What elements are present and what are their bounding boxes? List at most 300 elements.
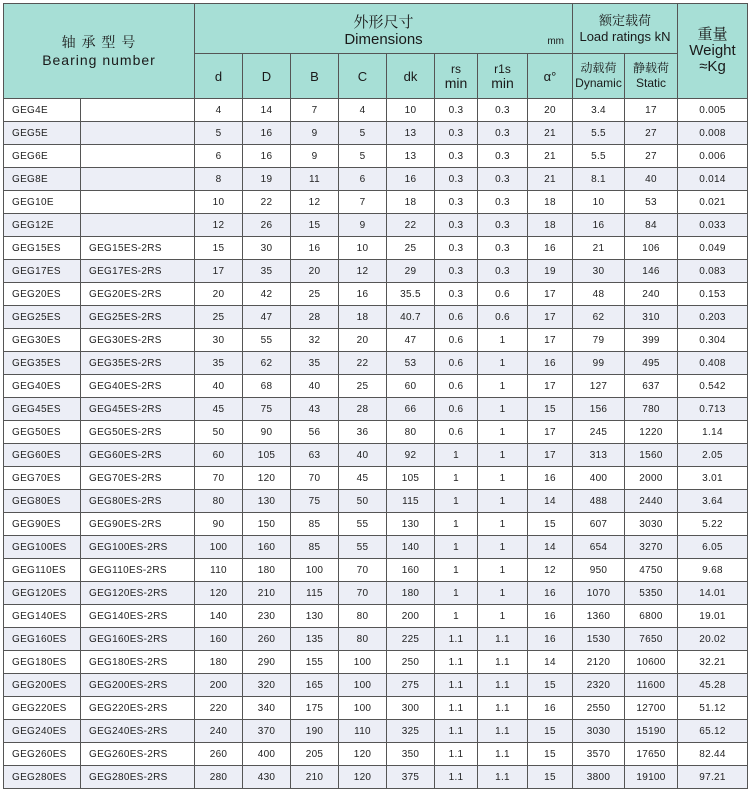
r1s-cell: 0.6	[478, 283, 528, 306]
d-cell: 160	[195, 628, 243, 651]
dk-cell: 35.5	[387, 283, 435, 306]
d-cell: 200	[195, 674, 243, 697]
code-2rs-cell: GEG30ES-2RS	[81, 329, 195, 352]
B-cell: 12	[291, 191, 339, 214]
static-cell: 240	[625, 283, 678, 306]
dk-cell: 13	[387, 145, 435, 168]
col-D-header: D	[243, 54, 291, 99]
dynamic-en: Dynamic	[575, 76, 622, 90]
code-2rs-cell: GEG90ES-2RS	[81, 513, 195, 536]
C-cell: 120	[339, 766, 387, 789]
dk-cell: 40.7	[387, 306, 435, 329]
static-cn: 静载荷	[632, 61, 669, 75]
code-2rs-cell: GEG100ES-2RS	[81, 536, 195, 559]
table-row	[4, 674, 748, 697]
dynamic-cell: 1530	[573, 628, 625, 651]
r1s-cell: 1.1	[478, 766, 528, 789]
rs-cell: 1.1	[435, 651, 478, 674]
r1s-cell: 0.3	[478, 214, 528, 237]
code-2rs-cell: GEG20ES-2RS	[81, 283, 195, 306]
D-cell: 105	[243, 444, 291, 467]
d-cell: 180	[195, 651, 243, 674]
static-en: Static	[635, 76, 666, 90]
rs-cell: 1	[435, 513, 478, 536]
spec-table-body	[4, 99, 748, 789]
B-cell: 100	[291, 559, 339, 582]
D-cell: 14	[243, 99, 291, 122]
dk-cell: 47	[387, 329, 435, 352]
r1s-cell: 1.1	[478, 743, 528, 766]
C-cell: 100	[339, 651, 387, 674]
d-cell: 70	[195, 467, 243, 490]
rs-cell: 0.3	[435, 237, 478, 260]
r1s-cell: 0.3	[478, 260, 528, 283]
alpha-cell: 15	[528, 513, 573, 536]
weight-cell: 6.05	[678, 536, 748, 559]
D-cell: 370	[243, 720, 291, 743]
static-cell: 15190	[625, 720, 678, 743]
d-cell: 20	[195, 283, 243, 306]
col-d-header: d	[195, 54, 243, 99]
D-cell: 75	[243, 398, 291, 421]
weight-cn: 重量	[697, 26, 728, 43]
alpha-cell: 16	[528, 352, 573, 375]
dk-cell: 60	[387, 375, 435, 398]
B-cell: 85	[291, 513, 339, 536]
B-cell: 190	[291, 720, 339, 743]
static-cell: 6800	[625, 605, 678, 628]
code-2rs-cell	[81, 99, 195, 122]
dk-cell: 300	[387, 697, 435, 720]
code-2rs-cell	[81, 214, 195, 237]
r1s-cell: 1	[478, 467, 528, 490]
alpha-cell: 17	[528, 444, 573, 467]
weight-cell: 51.12	[678, 697, 748, 720]
B-cell: 63	[291, 444, 339, 467]
B-cell: 70	[291, 467, 339, 490]
dynamic-cell: 245	[573, 421, 625, 444]
col-rs-symbol: rs	[451, 61, 461, 76]
r1s-cell: 1	[478, 513, 528, 536]
r1s-cell: 0.3	[478, 122, 528, 145]
static-cell: 5350	[625, 582, 678, 605]
C-cell: 7	[339, 191, 387, 214]
C-cell: 70	[339, 559, 387, 582]
d-cell: 25	[195, 306, 243, 329]
dk-cell: 225	[387, 628, 435, 651]
dk-cell: 140	[387, 536, 435, 559]
spec-table-wrapper	[3, 3, 747, 789]
rs-cell: 0.3	[435, 214, 478, 237]
r1s-cell: 1.1	[478, 674, 528, 697]
col-static-header	[625, 54, 678, 99]
d-cell: 35	[195, 352, 243, 375]
static-cell: 19100	[625, 766, 678, 789]
alpha-cell: 15	[528, 674, 573, 697]
D-cell: 230	[243, 605, 291, 628]
weight-cell: 0.008	[678, 122, 748, 145]
table-row	[4, 490, 748, 513]
D-cell: 290	[243, 651, 291, 674]
weight-cell: 65.12	[678, 720, 748, 743]
D-cell: 35	[243, 260, 291, 283]
static-cell: 3030	[625, 513, 678, 536]
static-cell: 495	[625, 352, 678, 375]
B-cell: 7	[291, 99, 339, 122]
code-cell: GEG50ES	[4, 421, 81, 444]
C-cell: 20	[339, 329, 387, 352]
alpha-cell: 14	[528, 490, 573, 513]
alpha-cell: 18	[528, 214, 573, 237]
rs-cell: 1	[435, 605, 478, 628]
r1s-cell: 0.6	[478, 306, 528, 329]
C-cell: 9	[339, 214, 387, 237]
C-cell: 40	[339, 444, 387, 467]
table-row	[4, 628, 748, 651]
code-2rs-cell	[81, 191, 195, 214]
code-cell: GEG80ES	[4, 490, 81, 513]
code-cell: GEG260ES	[4, 743, 81, 766]
table-row	[4, 559, 748, 582]
code-cell: GEG30ES	[4, 329, 81, 352]
C-cell: 25	[339, 375, 387, 398]
alpha-cell: 20	[528, 99, 573, 122]
C-cell: 50	[339, 490, 387, 513]
r1s-cell: 1.1	[478, 628, 528, 651]
rs-cell: 1.1	[435, 743, 478, 766]
d-cell: 90	[195, 513, 243, 536]
weight-cell: 0.021	[678, 191, 748, 214]
rs-cell: 0.6	[435, 352, 478, 375]
rs-cell: 1.1	[435, 766, 478, 789]
weight-cell: 0.083	[678, 260, 748, 283]
code-cell: GEG12E	[4, 214, 81, 237]
static-cell: 12700	[625, 697, 678, 720]
load-ratings-cn: 额定载荷	[598, 12, 651, 28]
table-row	[4, 421, 748, 444]
code-cell: GEG17ES	[4, 260, 81, 283]
r1s-cell: 1	[478, 536, 528, 559]
alpha-cell: 21	[528, 145, 573, 168]
d-cell: 80	[195, 490, 243, 513]
d-cell: 280	[195, 766, 243, 789]
table-row	[4, 168, 748, 191]
static-cell: 146	[625, 260, 678, 283]
dimensions-unit: mm	[547, 36, 564, 47]
B-cell: 32	[291, 329, 339, 352]
alpha-cell: 16	[528, 605, 573, 628]
B-cell: 11	[291, 168, 339, 191]
D-cell: 62	[243, 352, 291, 375]
B-cell: 135	[291, 628, 339, 651]
D-cell: 210	[243, 582, 291, 605]
dynamic-cell: 488	[573, 490, 625, 513]
dk-cell: 115	[387, 490, 435, 513]
rs-cell: 0.6	[435, 398, 478, 421]
D-cell: 16	[243, 122, 291, 145]
D-cell: 42	[243, 283, 291, 306]
code-cell: GEG110ES	[4, 559, 81, 582]
weight-cell: 45.28	[678, 674, 748, 697]
d-cell: 10	[195, 191, 243, 214]
code-2rs-cell: GEG40ES-2RS	[81, 375, 195, 398]
code-2rs-cell: GEG110ES-2RS	[81, 559, 195, 582]
rs-cell: 0.3	[435, 99, 478, 122]
static-cell: 399	[625, 329, 678, 352]
weight-cell: 0.153	[678, 283, 748, 306]
weight-cell: 0.713	[678, 398, 748, 421]
alpha-cell: 16	[528, 467, 573, 490]
dynamic-cell: 313	[573, 444, 625, 467]
alpha-cell: 15	[528, 766, 573, 789]
weight-cell: 20.02	[678, 628, 748, 651]
rs-cell: 0.3	[435, 122, 478, 145]
r1s-cell: 1	[478, 398, 528, 421]
C-cell: 22	[339, 352, 387, 375]
dynamic-cell: 2550	[573, 697, 625, 720]
alpha-cell: 17	[528, 283, 573, 306]
table-row	[4, 398, 748, 421]
r1s-cell: 1	[478, 329, 528, 352]
d-cell: 6	[195, 145, 243, 168]
code-2rs-cell: GEG70ES-2RS	[81, 467, 195, 490]
table-row	[4, 513, 748, 536]
weight-cell: 0.049	[678, 237, 748, 260]
C-cell: 55	[339, 513, 387, 536]
r1s-cell: 1	[478, 490, 528, 513]
r1s-cell: 1.1	[478, 720, 528, 743]
D-cell: 400	[243, 743, 291, 766]
static-cell: 2440	[625, 490, 678, 513]
weight-cell: 19.01	[678, 605, 748, 628]
static-cell: 27	[625, 122, 678, 145]
dk-cell: 105	[387, 467, 435, 490]
d-cell: 240	[195, 720, 243, 743]
weight-cell: 3.01	[678, 467, 748, 490]
dynamic-cell: 5.5	[573, 122, 625, 145]
weight-unit: ≈Kg	[699, 58, 726, 75]
alpha-cell: 19	[528, 260, 573, 283]
dynamic-cell: 1070	[573, 582, 625, 605]
col-r1s-symbol: r1s	[494, 61, 511, 76]
dk-cell: 53	[387, 352, 435, 375]
C-cell: 4	[339, 99, 387, 122]
bearing-number-cn: 轴 承 型 号	[61, 34, 137, 50]
d-cell: 40	[195, 375, 243, 398]
rs-cell: 1.1	[435, 628, 478, 651]
r1s-cell: 1	[478, 559, 528, 582]
col-rs-min: min	[444, 74, 468, 91]
alpha-cell: 21	[528, 168, 573, 191]
C-cell: 16	[339, 283, 387, 306]
weight-cell: 0.542	[678, 375, 748, 398]
dynamic-cell: 2120	[573, 651, 625, 674]
bearing-number-header	[4, 4, 195, 99]
C-cell: 36	[339, 421, 387, 444]
bearing-number-en: Bearing number	[42, 52, 156, 68]
d-cell: 220	[195, 697, 243, 720]
dk-cell: 13	[387, 122, 435, 145]
weight-en: Weight	[689, 42, 736, 59]
rs-cell: 0.6	[435, 421, 478, 444]
D-cell: 120	[243, 467, 291, 490]
d-cell: 50	[195, 421, 243, 444]
weight-cell: 0.005	[678, 99, 748, 122]
static-cell: 3270	[625, 536, 678, 559]
table-row	[4, 237, 748, 260]
code-cell: GEG70ES	[4, 467, 81, 490]
r1s-cell: 0.3	[478, 99, 528, 122]
header-row-1	[4, 4, 748, 54]
code-cell: GEG10E	[4, 191, 81, 214]
static-cell: 2000	[625, 467, 678, 490]
code-2rs-cell: GEG50ES-2RS	[81, 421, 195, 444]
D-cell: 430	[243, 766, 291, 789]
weight-cell: 32.21	[678, 651, 748, 674]
alpha-cell: 17	[528, 421, 573, 444]
dk-cell: 250	[387, 651, 435, 674]
code-cell: GEG90ES	[4, 513, 81, 536]
rs-cell: 1	[435, 444, 478, 467]
rs-cell: 1	[435, 467, 478, 490]
D-cell: 160	[243, 536, 291, 559]
table-row	[4, 743, 748, 766]
D-cell: 47	[243, 306, 291, 329]
dk-cell: 180	[387, 582, 435, 605]
col-alpha-header: α°	[528, 54, 573, 99]
dk-cell: 25	[387, 237, 435, 260]
code-cell: GEG25ES	[4, 306, 81, 329]
col-C-header: C	[339, 54, 387, 99]
static-cell: 40	[625, 168, 678, 191]
r1s-cell: 1.1	[478, 651, 528, 674]
static-cell: 1560	[625, 444, 678, 467]
B-cell: 40	[291, 375, 339, 398]
code-2rs-cell: GEG60ES-2RS	[81, 444, 195, 467]
C-cell: 18	[339, 306, 387, 329]
dynamic-cell: 8.1	[573, 168, 625, 191]
code-cell: GEG220ES	[4, 697, 81, 720]
col-r1s-min: min	[491, 74, 514, 91]
B-cell: 43	[291, 398, 339, 421]
D-cell: 90	[243, 421, 291, 444]
alpha-cell: 15	[528, 720, 573, 743]
alpha-cell: 17	[528, 329, 573, 352]
r1s-cell: 1	[478, 352, 528, 375]
dk-cell: 22	[387, 214, 435, 237]
code-2rs-cell	[81, 145, 195, 168]
C-cell: 70	[339, 582, 387, 605]
code-cell: GEG280ES	[4, 766, 81, 789]
dynamic-cell: 400	[573, 467, 625, 490]
col-dk-header: dk	[387, 54, 435, 99]
r1s-cell: 1	[478, 421, 528, 444]
weight-cell: 1.14	[678, 421, 748, 444]
r1s-cell: 0.3	[478, 191, 528, 214]
alpha-cell: 15	[528, 743, 573, 766]
code-2rs-cell	[81, 122, 195, 145]
weight-cell: 0.203	[678, 306, 748, 329]
table-row	[4, 582, 748, 605]
weight-cell: 0.304	[678, 329, 748, 352]
weight-cell: 5.22	[678, 513, 748, 536]
code-2rs-cell	[81, 168, 195, 191]
r1s-cell: 0.3	[478, 145, 528, 168]
dk-cell: 375	[387, 766, 435, 789]
B-cell: 175	[291, 697, 339, 720]
code-cell: GEG45ES	[4, 398, 81, 421]
weight-cell: 82.44	[678, 743, 748, 766]
code-cell: GEG4E	[4, 99, 81, 122]
B-cell: 9	[291, 145, 339, 168]
dk-cell: 29	[387, 260, 435, 283]
d-cell: 140	[195, 605, 243, 628]
r1s-cell: 0.3	[478, 168, 528, 191]
table-row	[4, 697, 748, 720]
code-cell: GEG200ES	[4, 674, 81, 697]
code-2rs-cell: GEG45ES-2RS	[81, 398, 195, 421]
table-row	[4, 467, 748, 490]
B-cell: 115	[291, 582, 339, 605]
C-cell: 100	[339, 697, 387, 720]
weight-cell: 14.01	[678, 582, 748, 605]
D-cell: 68	[243, 375, 291, 398]
static-cell: 106	[625, 237, 678, 260]
dynamic-cell: 62	[573, 306, 625, 329]
dynamic-cell: 5.5	[573, 145, 625, 168]
code-cell: GEG40ES	[4, 375, 81, 398]
alpha-cell: 12	[528, 559, 573, 582]
C-cell: 12	[339, 260, 387, 283]
rs-cell: 0.3	[435, 191, 478, 214]
static-cell: 17650	[625, 743, 678, 766]
table-row	[4, 375, 748, 398]
dynamic-cell: 3570	[573, 743, 625, 766]
code-cell: GEG120ES	[4, 582, 81, 605]
C-cell: 5	[339, 145, 387, 168]
rs-cell: 0.3	[435, 168, 478, 191]
code-2rs-cell: GEG160ES-2RS	[81, 628, 195, 651]
C-cell: 120	[339, 743, 387, 766]
C-cell: 6	[339, 168, 387, 191]
dk-cell: 350	[387, 743, 435, 766]
C-cell: 5	[339, 122, 387, 145]
static-cell: 637	[625, 375, 678, 398]
alpha-cell: 18	[528, 191, 573, 214]
code-cell: GEG160ES	[4, 628, 81, 651]
r1s-cell: 1.1	[478, 697, 528, 720]
dynamic-cell: 99	[573, 352, 625, 375]
code-cell: GEG140ES	[4, 605, 81, 628]
D-cell: 180	[243, 559, 291, 582]
D-cell: 320	[243, 674, 291, 697]
dynamic-cell: 127	[573, 375, 625, 398]
code-2rs-cell: GEG140ES-2RS	[81, 605, 195, 628]
table-row	[4, 651, 748, 674]
r1s-cell: 1	[478, 582, 528, 605]
d-cell: 120	[195, 582, 243, 605]
dynamic-cell: 1360	[573, 605, 625, 628]
code-2rs-cell: GEG240ES-2RS	[81, 720, 195, 743]
D-cell: 150	[243, 513, 291, 536]
alpha-cell: 14	[528, 536, 573, 559]
D-cell: 30	[243, 237, 291, 260]
weight-cell: 3.64	[678, 490, 748, 513]
dk-cell: 325	[387, 720, 435, 743]
r1s-cell: 0.3	[478, 237, 528, 260]
rs-cell: 0.6	[435, 329, 478, 352]
dynamic-cell: 3800	[573, 766, 625, 789]
